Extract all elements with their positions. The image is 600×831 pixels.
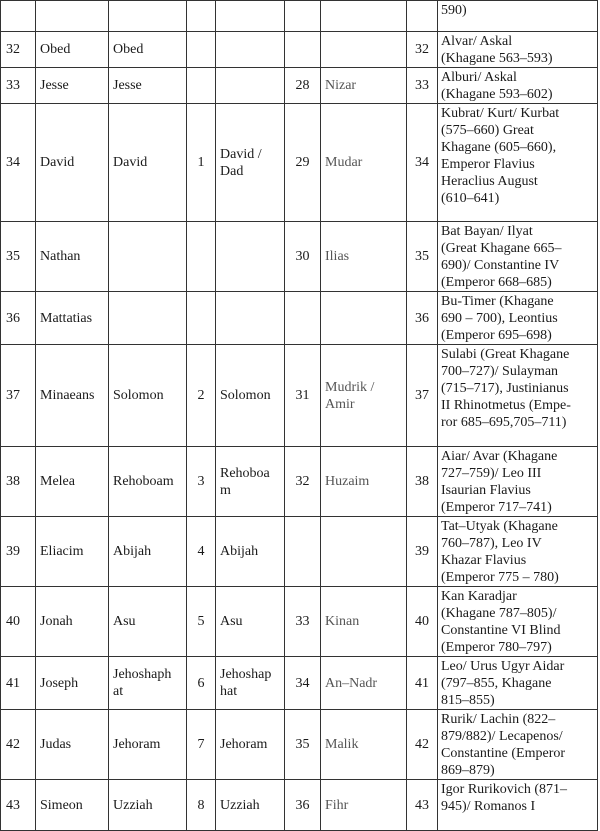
name-cell-1: Simeon xyxy=(36,780,109,831)
number-cell-4: 36 xyxy=(407,292,438,345)
ruler-cell: Alvar/ Askal (Khagane 563–593) xyxy=(438,32,598,68)
name-cell-4: Fihr xyxy=(321,780,407,831)
name-cell-3: Asu xyxy=(216,587,285,657)
table-row xyxy=(1,517,598,587)
number-cell-4: 33 xyxy=(407,68,438,104)
number-cell-4: 34 xyxy=(407,104,438,222)
name-cell-4: Malik xyxy=(321,710,407,780)
table-row xyxy=(1,104,598,222)
number-cell-4: 43 xyxy=(407,780,438,831)
table-row xyxy=(1,710,598,780)
row-number-cell: 40 xyxy=(1,587,36,657)
row-number-cell: 34 xyxy=(1,104,36,222)
number-cell-2: 7 xyxy=(187,710,216,780)
number-cell-3 xyxy=(285,1,321,32)
name-cell-4: Kinan xyxy=(321,587,407,657)
number-cell-2 xyxy=(187,1,216,32)
number-cell-2: 4 xyxy=(187,517,216,587)
number-cell-2: 8 xyxy=(187,780,216,831)
row-number-cell: 37 xyxy=(1,345,36,447)
name-cell-1: Melea xyxy=(36,447,109,517)
name-cell-2: Rehoboam xyxy=(109,447,187,517)
name-cell-4: Nizar xyxy=(321,68,407,104)
name-cell-4: Huzaim xyxy=(321,447,407,517)
number-cell-4 xyxy=(407,1,438,32)
table-body xyxy=(1,1,598,831)
name-cell-2: David xyxy=(109,104,187,222)
name-cell-1: Jesse xyxy=(36,68,109,104)
ruler-cell: Sulabi (Great Khagane 700–727)/ Sulayman (715–717), Justinianus II Rhinotmetus (Empe- ror 685–695,705–711) xyxy=(438,345,598,447)
ruler-cell: Aiar/ Avar (Khagane 727–759)/ Leo III Isaurian Flavius (Emperor 717–741) xyxy=(438,447,598,517)
row-number-cell: 42 xyxy=(1,710,36,780)
row-number-cell: 38 xyxy=(1,447,36,517)
row-number-cell: 32 xyxy=(1,32,36,68)
number-cell-3: 34 xyxy=(285,657,321,710)
name-cell-1: David xyxy=(36,104,109,222)
name-cell-4 xyxy=(321,1,407,32)
number-cell-2: 2 xyxy=(187,345,216,447)
table-row xyxy=(1,32,598,68)
name-cell-1: Joseph xyxy=(36,657,109,710)
ruler-cell: Kan Karadjar (Khagane 787–805)/ Constantine VI Blind (Emperor 780–797) xyxy=(438,587,598,657)
name-cell-1: Judas xyxy=(36,710,109,780)
name-cell-1 xyxy=(36,1,109,32)
number-cell-4: 38 xyxy=(407,447,438,517)
number-cell-2: 3 xyxy=(187,447,216,517)
number-cell-2: 6 xyxy=(187,657,216,710)
name-cell-4: Mudrik / Amir xyxy=(321,345,407,447)
name-cell-2: Jehoshaph at xyxy=(109,657,187,710)
name-cell-1: Eliacim xyxy=(36,517,109,587)
name-cell-1: Minaeans xyxy=(36,345,109,447)
number-cell-2: 1 xyxy=(187,104,216,222)
ruler-cell: Leo/ Urus Ugyr Aidar (797–855, Khagane 815–855) xyxy=(438,657,598,710)
name-cell-2 xyxy=(109,1,187,32)
number-cell-3: 35 xyxy=(285,710,321,780)
number-cell-3: 30 xyxy=(285,222,321,292)
row-number-cell: 39 xyxy=(1,517,36,587)
name-cell-3 xyxy=(216,1,285,32)
ruler-cell: Bat Bayan/ Ilyat (Great Khagane 665– 690)/ Constantine IV (Emperor 668–685) xyxy=(438,222,598,292)
number-cell-4: 35 xyxy=(407,222,438,292)
name-cell-1: Obed xyxy=(36,32,109,68)
number-cell-3: 36 xyxy=(285,780,321,831)
name-cell-4: Ilias xyxy=(321,222,407,292)
table-row xyxy=(1,345,598,447)
ruler-cell: Bu-Timer (Khagane 690 – 700), Leontius (Emperor 695–698) xyxy=(438,292,598,345)
ruler-cell: Rurik/ Lachin (822– 879/882)/ Lecapenos/ Constantine (Emperor 869–879) xyxy=(438,710,598,780)
name-cell-3 xyxy=(216,32,285,68)
table-row xyxy=(1,292,598,345)
name-cell-2: Jehoram xyxy=(109,710,187,780)
name-cell-2 xyxy=(109,222,187,292)
name-cell-2: Uzziah xyxy=(109,780,187,831)
table-row xyxy=(1,587,598,657)
name-cell-1: Jonah xyxy=(36,587,109,657)
name-cell-4 xyxy=(321,32,407,68)
table-row xyxy=(1,780,598,831)
row-number-cell: 41 xyxy=(1,657,36,710)
name-cell-2: Obed xyxy=(109,32,187,68)
name-cell-2: Solomon xyxy=(109,345,187,447)
number-cell-4: 37 xyxy=(407,345,438,447)
table-row xyxy=(1,447,598,517)
name-cell-3 xyxy=(216,292,285,345)
name-cell-2: Asu xyxy=(109,587,187,657)
ruler-cell: Igor Rurikovich (871– 945)/ Romanos I xyxy=(438,780,598,831)
name-cell-4: An–Nadr xyxy=(321,657,407,710)
name-cell-4 xyxy=(321,517,407,587)
name-cell-3: Uzziah xyxy=(216,780,285,831)
name-cell-2: Abijah xyxy=(109,517,187,587)
number-cell-3: 31 xyxy=(285,345,321,447)
row-number-cell: 36 xyxy=(1,292,36,345)
row-number-cell: 43 xyxy=(1,780,36,831)
name-cell-3: Jehoram xyxy=(216,710,285,780)
ruler-cell: 590) xyxy=(438,1,598,32)
name-cell-3 xyxy=(216,68,285,104)
name-cell-3: Solomon xyxy=(216,345,285,447)
table-row xyxy=(1,222,598,292)
number-cell-4: 32 xyxy=(407,32,438,68)
name-cell-4 xyxy=(321,292,407,345)
ruler-cell: Tat–Utyak (Khagane 760–787), Leo IV Khazar Flavius (Emperor 775 – 780) xyxy=(438,517,598,587)
number-cell-2: 5 xyxy=(187,587,216,657)
name-cell-3: Abijah xyxy=(216,517,285,587)
ruler-cell: Alburi/ Askal (Khagane 593–602) xyxy=(438,68,598,104)
ruler-cell: Kubrat/ Kurt/ Kurbat (575–660) Great Khagane (605–660), Emperor Flavius Heraclius August (610–641) xyxy=(438,104,598,222)
number-cell-3: 29 xyxy=(285,104,321,222)
number-cell-3: 32 xyxy=(285,447,321,517)
name-cell-3: Rehoboa m xyxy=(216,447,285,517)
name-cell-3: Jehoshap hat xyxy=(216,657,285,710)
number-cell-3: 28 xyxy=(285,68,321,104)
number-cell-4: 41 xyxy=(407,657,438,710)
row-number-cell xyxy=(1,1,36,32)
name-cell-1: Nathan xyxy=(36,222,109,292)
number-cell-3 xyxy=(285,292,321,345)
name-cell-2: Jesse xyxy=(109,68,187,104)
number-cell-2 xyxy=(187,222,216,292)
table-row xyxy=(1,657,598,710)
row-number-cell: 33 xyxy=(1,68,36,104)
number-cell-2 xyxy=(187,32,216,68)
number-cell-4: 40 xyxy=(407,587,438,657)
number-cell-4: 39 xyxy=(407,517,438,587)
name-cell-4: Mudar xyxy=(321,104,407,222)
name-cell-2 xyxy=(109,292,187,345)
number-cell-4: 42 xyxy=(407,710,438,780)
number-cell-3 xyxy=(285,32,321,68)
row-number-cell: 35 xyxy=(1,222,36,292)
number-cell-2 xyxy=(187,68,216,104)
number-cell-2 xyxy=(187,292,216,345)
name-cell-3 xyxy=(216,222,285,292)
name-cell-1: Mattatias xyxy=(36,292,109,345)
name-cell-3: David / Dad xyxy=(216,104,285,222)
number-cell-3: 33 xyxy=(285,587,321,657)
number-cell-3 xyxy=(285,517,321,587)
table-row xyxy=(1,1,598,32)
table-row xyxy=(1,68,598,104)
